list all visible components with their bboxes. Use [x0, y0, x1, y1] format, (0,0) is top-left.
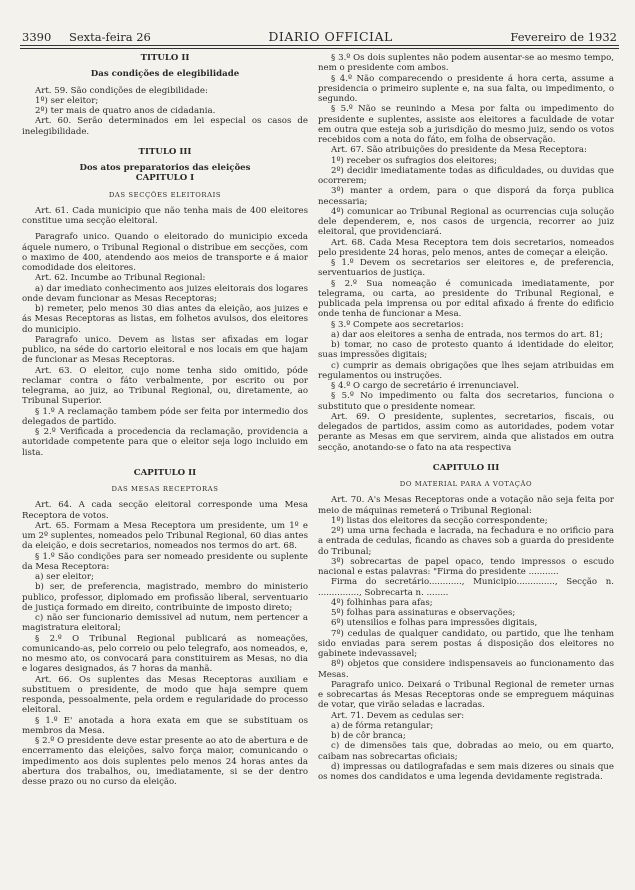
- paragraph: Art. 61. Cada municipio que não tenha mais de 400 eleitores constitue uma secção eleitoral.: [22, 205, 308, 226]
- section-heading: DAS MESAS RECEPTORAS: [111, 485, 219, 493]
- section-heading: CAPITULO III: [432, 462, 500, 473]
- paragraph: 5º) folhas para assinaturas e observações;: [331, 608, 516, 618]
- paragraph: § 2.º O Tribunal Regional publicará as nomeações, comunicando-as, pelo correio ou pelo telegrafo, aos nomeados, e, no mesmo ato, os convocará para constituirem as Mesas, no dia e logares designados, ás 7 horas da manhã.: [22, 633, 308, 675]
- paragraph: Art. 70. A's Mesas Receptoras onde a votação não seja feita por meio de máquinas remeterá o Tribunal Regional:: [318, 495, 614, 516]
- spacer: [22, 137, 308, 147]
- paragraph: § 5.º Não se reunindo a Mesa por falta ou impedimento do presidente e suplentes, assiste aos eleitores a faculdade de votar em outra que esteja sob a jurisdição do mesmo juiz, sendo os votos recebidos com a nota do fáto, em folha de observação.: [318, 104, 614, 145]
- paragraph: 1º) ser eleitor;: [35, 95, 99, 106]
- paragraph: 7º) cedulas de qualquer candidato, ou partido, que lhe tenham sido enviadas para serem postas á disposição dos eleitores no gabinete indevassavel;: [318, 628, 614, 659]
- right-text-column: [318, 53, 614, 782]
- paragraph: c) cumprir as demais obrigações que lhes sejam atribuidas em regulamentos ou instruções.: [318, 360, 614, 381]
- paragraph: 2º) decidir imediatamente todas as dificuldades, ou duvidas que ocorrerem;: [318, 165, 614, 186]
- paragraph: Paragrafo unico. Deixará o Tribunal Regional de remeter urnas e sobrecartas ás Mesas Receptoras onde se empreguem máquinas de votar, que virão seladas e lacradas.: [318, 679, 614, 711]
- paragraph: 4º) comunicar ao Tribunal Regional as ocurrencias cuja solução dele dependerem, e, nos casos de urgencia, recorrer ao juiz eleitoral, que providenciará.: [318, 206, 614, 238]
- paragraph: § 4.º O cargo de secretário é irrenunciavel.: [331, 381, 519, 391]
- paragraph: § 1.º Devem os secretarios ser eleitores e, de preferencia, serventuarios de justiça.: [318, 258, 614, 279]
- section-heading: DO MATERIAL PARA A VOTAÇÃO: [399, 480, 533, 488]
- paragraph: Art. 71. Devem as cedulas ser:: [331, 710, 465, 721]
- paragraph: a) ser eleitor;: [35, 572, 94, 582]
- paragraph: b) tomar, no caso de protesto quanto á identidade do eleitor, suas impressões digitais;: [318, 340, 614, 361]
- paragraph: § 4.º Não comparecendo o presidente á hora certa, assume a presidencia o primeiro suplente e, na sua falta, ou impedimento, o segundo.: [318, 73, 614, 104]
- paragraph: 3º) manter a ordem, para o que disporá da força publica necessaria;: [318, 186, 614, 207]
- paragraph: § 5.º No impedimento ou falta dos secretarios, funciona o substituto que o presidente nomear.: [318, 391, 614, 412]
- header-left: [22, 30, 151, 44]
- page-number: 3390: [22, 30, 52, 44]
- paragraph: Art. 64. A cada secção eleitoral corresponde uma Mesa Receptora de votos.: [22, 500, 308, 521]
- section-heading: TITULO III: [138, 146, 192, 157]
- paragraph: Art. 66. Os suplentes das Mesas Receptoras auxiliam e substituem o presidente, de modo que haja sempre quem responda, pessoalmente, pela ordem e regularidade do processo eleitoral.: [22, 674, 308, 716]
- spacer: [318, 453, 614, 463]
- header-weekday: Sexta-feira 26: [68, 30, 151, 44]
- paragraph: Art. 69. O presidente, suplentes, secretarios, fiscais, ou delegados de partidos, assim como as autoridades, podem votar perante as Mesas em que servirem, ainda que alistados em outra secção, anotando-se o fato na ata respectiva: [318, 411, 614, 453]
- section-heading: Dos atos preparatorios das eleições: [79, 163, 251, 173]
- section-heading: CAPITULO II: [133, 467, 197, 478]
- paragraph: Art. 60. Serão determinados em lei especial os casos de inelegibilidade.: [22, 116, 308, 137]
- paragraph: Art. 67. São atribuições do presidente da Mesa Receptora:: [331, 145, 587, 156]
- paragraph: 8º) objetos que considere indispensaveis ao funcionamento das Mesas.: [318, 659, 614, 680]
- paragraph: b) remeter, pelo menos 30 dias antes da eleição, aos juizes e ás Mesas Receptoras as listas, em folhetos avulsos, dos eleitores do municipio.: [22, 304, 308, 335]
- paragraph: c) não ser funcionario demissivel ad nutum, nem pertencer a magistratura eleitoral;: [22, 613, 308, 634]
- paragraph: a) dar aos eleitores a senha de entrada, nos termos do art. 81;: [331, 329, 604, 340]
- section-heading: DAS SECÇÕES ELEITORAIS: [108, 190, 222, 199]
- section-heading: CAPITULO I: [135, 173, 195, 184]
- paragraph: c) de dimensões tais que, dobradas ao meio, ou em quarto, caibam nas sobrecartas oficiais;: [318, 741, 614, 762]
- left-text-column: [22, 53, 308, 787]
- paragraph: 2º) uma urna fechada e lacrada, na fechadura e no orificio para a entrada de cedulas, ficando as chaves sob a guarda do presidente do Tribunal;: [318, 526, 614, 557]
- header-rule: [20, 45, 619, 46]
- paragraph: b) ser, de preferencia, magistrado, membro do ministerio publico, professor, diplomado em profissão liberal, serventuario de justiça formado em direito, contribuinte de imposto direto;: [22, 582, 308, 613]
- section-heading: Das condições de elegibilidade: [90, 69, 240, 80]
- paragraph: § 3.º Os dois suplentes não podem ausentar-se ao mesmo tempo, nem o presidente com ambos.: [318, 53, 614, 74]
- paragraph: Art. 63. O eleitor, cujo nome tenha sido omitido, póde reclamar contra o fáto verbalmente, por escrito ou por telegrama, ao juiz, ao Tribunal Regional, ou, diretamente, ao Tribunal Superior.: [22, 365, 308, 407]
- paragraph: 4º) folhinhas para afas;: [331, 597, 433, 608]
- paragraph: b) de côr branca;: [331, 731, 406, 741]
- paragraph: Paragrafo unico. Devem as listas ser afixadas em logar publico, na séde do cartorio eleitoral e nos locais em que hajam de funcionar as Mesas Receptoras.: [22, 334, 308, 366]
- paragraph: § 2.º Sua nomeação é comunicada imediatamente, por telegrama, ou carta, ao presidente do Tribunal Regional, e publicada pela imprensa ou por edital afixado á frente do edificio onde tenha de funcionar a Mesa.: [318, 278, 614, 320]
- spacer: [22, 458, 308, 468]
- newspaper-title: DIARIO OFFICIAL: [268, 29, 393, 44]
- section-heading: TITULO II: [140, 53, 190, 63]
- paragraph: Art. 68. Cada Mesa Receptora tem dois secretarios, nomeados pelo presidente 24 horas, pelo menos, antes de começar a eleição.: [318, 237, 614, 258]
- paragraph: § 1.º São condições para ser nomeado presidente ou suplente da Mesa Receptora:: [22, 551, 308, 572]
- paragraph: Art. 59. São condições de elegibilidade:: [35, 85, 208, 96]
- paragraph: d) impressas ou datilografadas e sem mais dizeres ou sinais que os nomes dos candidatos e uma legenda devidamente registrada.: [318, 761, 614, 782]
- paragraph: Paragrafo unico. Quando o eleitorado do municipio exceda áquele numero, o Tribunal Regional o distribue em secções, com o maximo de 400, atendendo aos meios de transporte e á maior comodidade dos eleitores.: [22, 232, 308, 273]
- paragraph: 3º) sobrecartas de papel opaco, tendo impressos o escudo nacional e estas palavras: "Firma do presidente ...........: [318, 556, 614, 577]
- paragraph: a) dar imediato conhecimento aos juizes eleitorais dos logares onde devam funcionar as Mesas Receptoras;: [22, 283, 308, 304]
- paragraph: a) de fórma retangular;: [331, 720, 434, 731]
- paragraph: 6º) utensilios e folhas para impressões digitais,: [331, 618, 538, 629]
- paragraph: Art. 62. Incumbe ao Tribunal Regional:: [35, 273, 206, 284]
- paragraph: 1º) receber os sufragios dos eleitores;: [331, 155, 497, 166]
- paragraph: § 1.º A reclamação tambem póde ser feita por intermedio dos delegados de partido.: [22, 406, 308, 427]
- paragraph: Art. 65. Formam a Mesa Receptora um presidente, um 1º e um 2º suplentes, nomeados pelo Tribunal Regional, 60 dias antes da eleição, e dois secretarios, nomeados nos termos do art. 68.: [22, 520, 308, 552]
- paragraph: 2º) ter mais de quatro anos de cidadania.: [35, 106, 216, 116]
- paragraph: § 3.º Compete aos secretarios:: [331, 319, 464, 330]
- paragraph: § 2.º Verificada a procedencia da reclamação, providencia a autoridade competente para que o eleitor seja logo incluido em lista.: [22, 427, 308, 458]
- page-header: [22, 29, 617, 45]
- paragraph: Firma do secretário............, Municipio.............., Secção n. ..............., Sobrecarta n. ........: [318, 577, 614, 598]
- paragraph: § 2.º O presidente deve estar presente ao ato de abertura e de encerramento das eleições, salvo força maior, comunicando o impedimento aos dois suplentes pelo menos 24 horas antes da abertura dos trabalhos, ou, imediatamente, si se der dentro desse prazo ou no curso da eleição.: [22, 736, 308, 787]
- paragraph: 1º) listas dos eleitores da secção correspondente;: [331, 515, 548, 526]
- header-rule-thin: [20, 48, 619, 49]
- paragraph: § 1.º E' anotada a hora exata em que se substituam os membros da Mesa.: [22, 715, 308, 736]
- header-date: Fevereiro de 1932: [510, 30, 617, 44]
